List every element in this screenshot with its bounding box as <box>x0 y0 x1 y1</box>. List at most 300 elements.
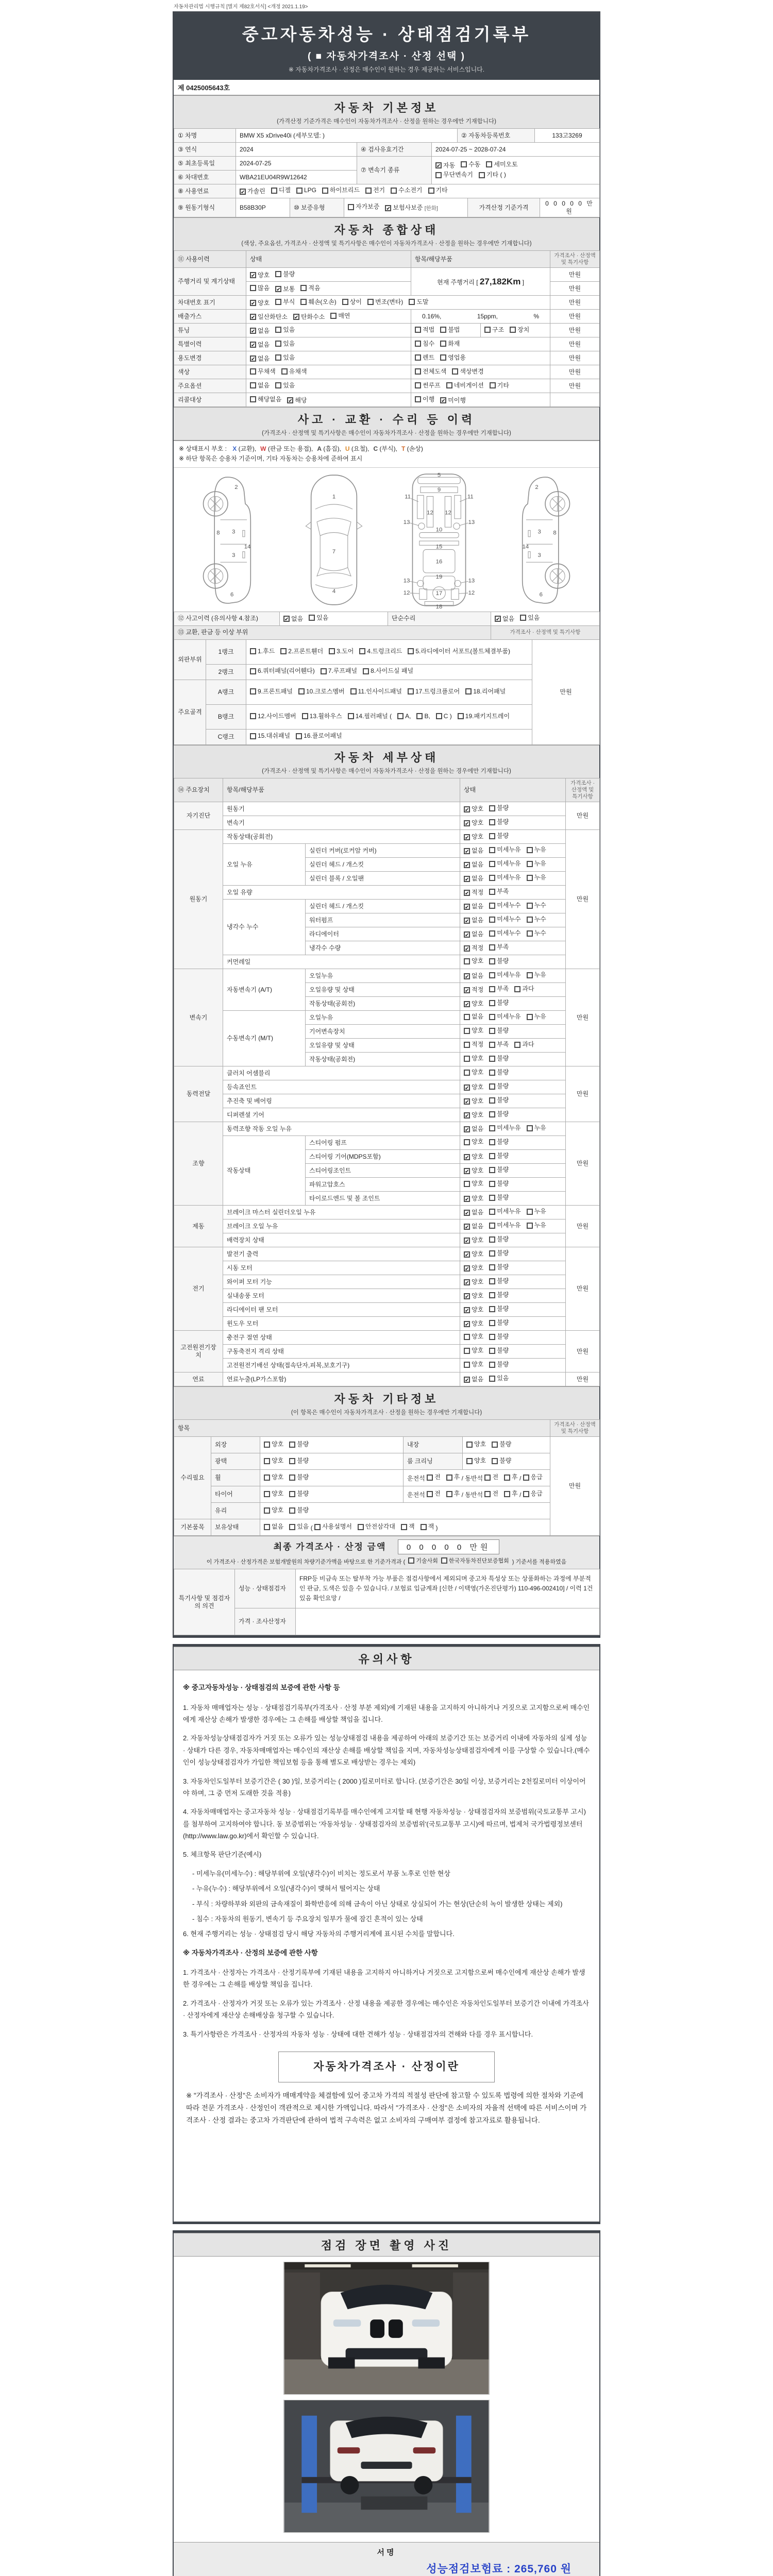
checkbox-있음[interactable]: 있음 <box>309 614 328 622</box>
brake-booster-checks[interactable] <box>460 1233 566 1247</box>
checkbox-13.휠하우스[interactable]: 13.휠하우스 <box>302 710 342 722</box>
checkbox-응급[interactable]: 응급 <box>523 1490 543 1498</box>
checkbox-미세누수[interactable]: 미세누수 <box>489 929 520 937</box>
checkbox-누유[interactable]: 누유 <box>527 860 546 868</box>
checkbox-부족[interactable]: 부족 <box>489 943 509 951</box>
checkbox-누유[interactable]: 누유 <box>527 846 546 854</box>
inspection-insurance-premium: 성능점검보험료 : 265,760 원 <box>426 2563 572 2575</box>
checkbox-기타[interactable]: 기타 <box>428 187 448 194</box>
checkbox-8.사이드실 패널[interactable]: 8.사이드실 패널 <box>363 667 413 675</box>
checkbox-영업용[interactable]: 영업용 <box>440 354 466 362</box>
polish-checks[interactable] <box>260 1453 404 1470</box>
interior-checks[interactable] <box>463 1437 550 1453</box>
checkbox-부족[interactable]: 부족 <box>489 985 509 993</box>
checkbox-매연[interactable]: 매연 <box>330 312 350 320</box>
options-checks[interactable] <box>246 379 411 393</box>
checkbox-불량[interactable]: 불량 <box>489 1361 509 1368</box>
radiator-checks[interactable] <box>460 927 566 941</box>
checkbox-양호[interactable]: ✔ 양호 <box>465 1306 484 1314</box>
checkbox-14.필러패널 ([interactable]: 14.필러패널 ( <box>348 710 392 722</box>
tire-passenger-checks[interactable] <box>484 1492 517 1499</box>
wheel-emergency-checks[interactable] <box>523 1475 543 1482</box>
checkbox-불량[interactable]: 불량 <box>489 832 509 840</box>
checkbox-불량[interactable]: 불량 <box>489 1263 509 1271</box>
fuel-leak-checks[interactable] <box>460 1372 566 1386</box>
checkbox-불량[interactable]: 불량 <box>489 818 509 826</box>
checkbox-전기[interactable]: 전기 <box>365 187 385 194</box>
checkbox-이행[interactable]: 이행 <box>415 396 434 403</box>
checkbox-없음[interactable]: ✔ 없음 <box>465 1209 484 1216</box>
checkbox-없음[interactable]: ✔ 없음 <box>465 1223 484 1230</box>
checkbox-불량[interactable]: 불량 <box>289 1440 309 1448</box>
checkbox-미세누유[interactable]: 미세누유 <box>489 874 520 882</box>
vin-marking-checks[interactable] <box>246 296 550 310</box>
checkbox-전[interactable]: 전 <box>484 1473 498 1481</box>
checkbox-양호[interactable]: 양호 <box>464 1347 483 1354</box>
mileage-state-checks[interactable] <box>246 268 411 282</box>
water-pump-checks[interactable] <box>460 913 566 927</box>
checkbox-미세누수[interactable]: 미세누수 <box>489 916 520 923</box>
mt-gear-checks[interactable] <box>460 1025 566 1039</box>
checkbox-유채색[interactable]: 유채색 <box>281 368 307 376</box>
checkbox-적정[interactable]: 적정 <box>464 1041 483 1048</box>
checkbox-세미오토[interactable]: 세미오토 <box>486 161 517 168</box>
generator-checks[interactable] <box>460 1247 566 1261</box>
checkbox-있음[interactable]: 있음 <box>275 354 295 362</box>
checkbox-양호[interactable]: 양호 <box>464 1361 483 1368</box>
checkbox-없음[interactable]: 없음 <box>264 1523 283 1531</box>
checkbox-누유[interactable]: 누유 <box>527 1013 546 1021</box>
checkbox-양호[interactable]: ✔ 양호 <box>465 805 484 813</box>
checkbox-응급[interactable]: 응급 <box>523 1473 543 1481</box>
starter-checks[interactable] <box>460 1261 566 1275</box>
checkbox-해당[interactable]: ✔ 해당 <box>288 396 307 404</box>
mileage-amount-checks[interactable] <box>246 282 411 296</box>
selfdiag-engine-checks[interactable] <box>460 802 566 816</box>
checkbox-불량[interactable]: 불량 <box>489 957 509 965</box>
checkbox-15.대쉬패널[interactable]: 15.대쉬패널 <box>250 732 290 740</box>
transmission-checks-row2[interactable] <box>435 171 596 180</box>
ps-leak-checks[interactable] <box>460 1122 566 1136</box>
checkbox-없음[interactable]: 없음 <box>250 382 270 389</box>
checkbox-불량[interactable]: 불량 <box>489 1180 509 1188</box>
checkbox-있음[interactable]: 있음 <box>289 1523 309 1531</box>
checkbox-양호[interactable]: 양호 <box>464 1069 483 1076</box>
checkbox-잭[interactable]: 잭 <box>421 1523 434 1531</box>
checkbox-양호[interactable]: ✔ 양호 <box>465 1278 484 1286</box>
power-hose-checks[interactable] <box>460 1178 566 1192</box>
checkbox-자동[interactable]: ✔ 자동 <box>436 161 456 169</box>
checkbox-불량[interactable]: 불량 <box>289 1457 309 1465</box>
window-motor-checks[interactable] <box>460 1317 566 1331</box>
clutch-checks[interactable] <box>460 1066 566 1080</box>
checkbox-없음[interactable]: ✔ 없음 <box>465 875 484 883</box>
checkbox-있음[interactable]: 있음 <box>275 326 295 334</box>
at-idle-checks[interactable] <box>460 997 566 1011</box>
recall-state-checks[interactable] <box>411 393 550 407</box>
wheel-passenger-checks[interactable] <box>484 1475 517 1482</box>
checkbox-후[interactable]: 후 <box>504 1490 518 1498</box>
checkbox-양호[interactable]: ✔ 양호 <box>465 1236 484 1244</box>
checkbox-불량[interactable]: 불량 <box>489 1152 509 1160</box>
checkbox-누유[interactable]: 누유 <box>527 971 546 979</box>
checkbox-3.도어[interactable]: 3.도어 <box>329 646 354 657</box>
blower-motor-checks[interactable] <box>460 1289 566 1303</box>
checkbox-양호[interactable]: ✔ 양호 <box>465 1097 484 1105</box>
checkbox-미세누유[interactable]: 미세누유 <box>489 860 520 868</box>
checkbox-불량[interactable]: 불량 <box>289 1506 309 1514</box>
mt-idle-checks[interactable] <box>460 1053 566 1066</box>
checkbox-불량[interactable]: 불량 <box>489 1235 509 1243</box>
checkbox-불량[interactable]: 불량 <box>489 1347 509 1354</box>
checkbox-18.리어패널[interactable]: 18.리어패널 <box>465 686 506 698</box>
prop-shaft-checks[interactable] <box>460 1094 566 1108</box>
checkbox-양호[interactable]: ✔ 양호 <box>465 1320 484 1328</box>
checkbox-없음[interactable]: ✔ 없음 <box>251 327 270 334</box>
checkbox-장치[interactable]: 장치 <box>510 326 529 334</box>
checkbox-7.루프패널[interactable]: 7.루프패널 <box>321 667 357 675</box>
checkbox-불량[interactable]: 불량 <box>489 1333 509 1341</box>
checkbox-양호[interactable]: 양호 <box>464 1180 483 1188</box>
checkbox-보험사보증[interactable]: ✔ 보험사보증 <box>386 204 423 212</box>
checkbox-불량[interactable]: 불량 <box>489 1082 509 1090</box>
checkbox-후[interactable]: 후 <box>504 1473 518 1481</box>
simple-repair-checks[interactable] <box>491 612 600 625</box>
hv-battery-checks[interactable] <box>460 1345 566 1359</box>
checkbox-불량[interactable]: 불량 <box>489 1110 509 1118</box>
checkbox-양호[interactable]: ✔ 양호 <box>251 271 270 279</box>
checkbox-4.트렁크리드[interactable]: 4.트렁크리드 <box>359 646 402 657</box>
checkbox-불량[interactable]: 불량 <box>289 1473 309 1481</box>
hv-wiring-checks[interactable] <box>460 1359 566 1372</box>
checkbox-가솔린[interactable]: ✔ 가솔린 <box>241 188 265 195</box>
checkbox-양호[interactable]: ✔ 양호 <box>465 819 484 827</box>
checkbox-전[interactable]: 전 <box>427 1490 441 1498</box>
checkbox-양호[interactable]: 양호 <box>466 1440 486 1448</box>
checkbox-한국자동차진단보증협회[interactable]: 한국자동차진단보증협회 <box>441 1556 509 1565</box>
checkbox-양호[interactable]: ✔ 양호 <box>465 1083 484 1091</box>
price-cell: 만원 <box>566 969 600 1066</box>
checkbox-없음[interactable]: ✔ 없음 <box>465 1125 484 1133</box>
checkbox-A,[interactable]: A, <box>397 710 411 722</box>
accident-history-checks[interactable] <box>280 612 388 625</box>
coolant-level-checks[interactable] <box>460 941 566 955</box>
usage-change-checks[interactable] <box>246 351 411 365</box>
checkbox-불량[interactable]: 불량 <box>489 999 509 1007</box>
checkbox-미세누유[interactable]: 미세누유 <box>489 1222 520 1229</box>
checkbox-양호[interactable]: 양호 <box>464 1138 483 1146</box>
rank1-checks[interactable] <box>246 639 532 664</box>
checkbox-있음[interactable]: 있음 <box>275 340 295 348</box>
at-level-checks[interactable] <box>460 983 566 997</box>
price-cell: 만원 <box>566 1206 600 1247</box>
checkbox-탄화수소[interactable]: ✔ 탄화수소 <box>294 313 325 320</box>
rankB-checks[interactable] <box>246 704 532 729</box>
coolant-head-checks[interactable] <box>460 900 566 913</box>
hold-items-checks[interactable] <box>314 1524 434 1532</box>
checkbox-10.크로스멤버[interactable]: 10.크로스멤버 <box>298 686 345 698</box>
checkbox-미세누유[interactable]: 미세누유 <box>489 1013 520 1021</box>
checkbox-불량[interactable]: 불량 <box>489 804 509 812</box>
checkbox-적정[interactable]: ✔ 적정 <box>465 889 484 896</box>
tire-checks[interactable] <box>260 1486 404 1503</box>
checkbox-양호[interactable]: 양호 <box>464 1055 483 1062</box>
checkbox-9.프론트패널[interactable]: 9.프론트패널 <box>250 686 293 698</box>
checkbox-전체도색[interactable]: 전체도색 <box>415 368 446 376</box>
checkbox-수소전기[interactable]: 수소전기 <box>391 187 422 194</box>
checkbox-누유[interactable]: 누유 <box>527 1208 546 1215</box>
row-mt-level: 오일유량 및 상태 <box>306 1039 460 1053</box>
checkbox-19.패키지트레이[interactable]: 19.패키지트레이 <box>458 710 510 722</box>
checkbox-6.쿼터패널(리어휀다)[interactable]: 6.쿼터패널(리어휀다) <box>250 667 315 675</box>
checkbox-불량[interactable]: 불량 <box>489 1305 509 1313</box>
tuning-kind-checks[interactable] <box>481 324 550 337</box>
checkbox-양호[interactable]: ✔ 양호 <box>465 1292 484 1300</box>
checkbox-썬루프[interactable]: 썬루프 <box>415 382 441 389</box>
checkbox-17.트렁크플로어[interactable]: 17.트렁크플로어 <box>408 686 460 698</box>
special-kind-checks[interactable] <box>411 337 550 351</box>
cv-joint-checks[interactable] <box>460 1080 566 1094</box>
wheel-checks[interactable] <box>260 1470 404 1486</box>
checkbox-없음[interactable]: ✔ 없음 <box>465 847 484 855</box>
checkbox-수동[interactable]: 수동 <box>461 161 480 168</box>
checkbox-적음[interactable]: 적음 <box>300 284 320 292</box>
checkbox-불량[interactable]: 불량 <box>489 1096 509 1104</box>
checkbox-불량[interactable]: 불량 <box>489 1194 509 1201</box>
checkbox-불법[interactable]: 불법 <box>440 326 460 334</box>
checkbox-16.플로어패널[interactable]: 16.플로어패널 <box>296 732 342 740</box>
checkbox-기타[interactable]: 기타 <box>490 382 509 389</box>
checkbox-보통[interactable]: ✔ 보통 <box>276 285 295 293</box>
checkbox-전[interactable]: 전 <box>427 1473 441 1481</box>
checkbox-과다[interactable]: 과다 <box>514 985 534 993</box>
checkbox-색상변경[interactable]: 색상변경 <box>452 368 483 376</box>
rankC-checks[interactable] <box>246 729 532 744</box>
warranty-checks[interactable] <box>348 205 423 212</box>
checkbox-양호[interactable]: 양호 <box>464 1333 483 1341</box>
checkbox-12.사이드멤버[interactable]: 12.사이드멤버 <box>250 710 296 722</box>
checkbox-자가보증[interactable]: 자가보증 <box>348 203 379 211</box>
checkbox-안전삼각대[interactable]: 안전삼각대 <box>358 1523 395 1531</box>
checkbox-없음[interactable]: ✔ 없음 <box>284 615 304 623</box>
checkbox-불량[interactable]: 불량 <box>489 1055 509 1062</box>
checkbox-1.후드[interactable]: 1.후드 <box>250 646 275 657</box>
checkbox-잭[interactable]: 잭 <box>401 1523 415 1531</box>
steering-gear-checks[interactable] <box>460 1150 566 1164</box>
checkbox-부족[interactable]: 부족 <box>489 1041 509 1048</box>
checkbox-적정[interactable]: ✔ 적정 <box>465 986 484 994</box>
checkbox-미세누수[interactable]: 미세누수 <box>489 902 520 909</box>
engine-idle-checks[interactable] <box>460 830 566 844</box>
cylinder-cover-checks[interactable] <box>460 844 566 858</box>
options-kind-checks[interactable] <box>411 379 550 393</box>
recall-checks[interactable] <box>246 393 411 407</box>
transmission-checks-row1[interactable] <box>435 161 596 170</box>
checkbox-누수[interactable]: 누수 <box>527 916 546 923</box>
checkbox-후[interactable]: 후 <box>446 1490 460 1498</box>
checkbox-미세누유[interactable]: 미세누유 <box>489 971 520 979</box>
checkbox-하이브리드[interactable]: 하이브리드 <box>322 187 360 194</box>
checkbox-양호[interactable]: 양호 <box>264 1506 283 1514</box>
checkbox-후[interactable]: 후 <box>446 1473 460 1481</box>
checkbox-양호[interactable]: ✔ 양호 <box>465 1264 484 1272</box>
checkbox-누유[interactable]: 누유 <box>527 874 546 882</box>
checkbox-적법[interactable]: 적법 <box>415 326 434 334</box>
checkbox-해당없음[interactable]: 해당없음 <box>250 396 281 403</box>
wiper-motor-checks[interactable] <box>460 1275 566 1289</box>
checkbox-훼손(오손)[interactable]: 훼손(오손) <box>300 298 336 306</box>
checkbox-양호[interactable]: 양호 <box>264 1440 283 1448</box>
checkbox-미이행[interactable]: ✔ 미이행 <box>441 396 466 404</box>
emission-checks[interactable] <box>246 310 411 324</box>
cylinder-head-checks[interactable] <box>460 858 566 872</box>
checkbox-무채색[interactable]: 무채색 <box>250 368 276 376</box>
checkbox-침수[interactable]: 침수 <box>415 340 434 348</box>
hv-port-checks[interactable] <box>460 1331 566 1345</box>
checkbox-기타 ( )[interactable]: 기타 ( ) <box>479 171 506 179</box>
checkbox-없음[interactable]: ✔ 없음 <box>251 341 270 348</box>
checkbox-불량[interactable]: 불량 <box>489 1027 509 1035</box>
at-leak-checks[interactable] <box>460 969 566 983</box>
checkbox-양호[interactable]: 양호 <box>264 1457 283 1465</box>
brake-oil-checks[interactable] <box>460 1219 566 1233</box>
final-price-standard-checks[interactable] <box>407 1559 510 1565</box>
checkbox-없음[interactable]: ✔ 없음 <box>465 917 484 924</box>
checkbox-미세누유[interactable]: 미세누유 <box>489 1124 520 1132</box>
checkbox-C )[interactable]: C ) <box>436 710 452 722</box>
checkbox-많음[interactable]: 많음 <box>250 284 270 292</box>
color-kind-checks[interactable] <box>411 365 550 379</box>
checkbox-누유[interactable]: 누유 <box>527 1222 546 1229</box>
checkbox-구조[interactable]: 구조 <box>484 326 504 334</box>
checkbox-상이[interactable]: 상이 <box>342 298 362 306</box>
checkbox-렌트[interactable]: 렌트 <box>415 354 434 362</box>
checkbox-양호[interactable]: 양호 <box>464 1027 483 1035</box>
glass-checks[interactable] <box>260 1503 550 1519</box>
checkbox-불량[interactable]: 불량 <box>489 1166 509 1174</box>
checkbox-없음[interactable]: ✔ 없음 <box>465 972 484 980</box>
checkbox-양호[interactable]: ✔ 양호 <box>465 1250 484 1258</box>
rankA-checks[interactable] <box>246 680 532 704</box>
checkbox-무단변속기[interactable]: 무단변속기 <box>435 171 473 179</box>
checkbox-없음[interactable]: ✔ 없음 <box>251 354 270 362</box>
checkbox-일산화탄소[interactable]: ✔ 일산화탄소 <box>251 313 288 320</box>
checkbox-불량[interactable]: 불량 <box>489 1277 509 1285</box>
tire-driver-checks[interactable] <box>427 1492 460 1499</box>
checkbox-불량[interactable]: 불량 <box>489 1319 509 1327</box>
checkbox-미세누유[interactable]: 미세누유 <box>489 1208 520 1215</box>
checkbox-전[interactable]: 전 <box>484 1490 498 1498</box>
room-cleaning-checks[interactable] <box>463 1453 550 1470</box>
checkbox-사용설명서[interactable]: 사용설명서 <box>314 1523 352 1531</box>
checkbox-양호[interactable]: 양호 <box>264 1490 283 1498</box>
checkbox-부식[interactable]: 부식 <box>275 298 295 306</box>
hold-checks[interactable] <box>264 1524 309 1532</box>
radiator-fan-checks[interactable] <box>460 1303 566 1317</box>
differential-checks[interactable] <box>460 1108 566 1122</box>
exterior-checks[interactable] <box>260 1437 404 1453</box>
checkbox-없음[interactable]: 없음 <box>464 1013 483 1021</box>
checkbox-양호[interactable]: ✔ 양호 <box>465 833 484 841</box>
checkbox-있음[interactable]: 있음 <box>520 614 540 622</box>
checkbox-불량[interactable]: 불량 <box>289 1490 309 1498</box>
checkbox-네비게이션[interactable]: 네비게이션 <box>446 382 484 389</box>
tire-emergency-checks[interactable] <box>523 1492 543 1499</box>
checkbox-부족[interactable]: 부족 <box>489 888 509 895</box>
checkbox-불량[interactable]: 불량 <box>489 1069 509 1076</box>
wheel-driver-checks[interactable] <box>427 1475 460 1482</box>
selfdiag-trans-checks[interactable] <box>460 816 566 830</box>
checkbox-화재[interactable]: 화재 <box>440 340 460 348</box>
checkbox-과다[interactable]: 과다 <box>514 1041 534 1048</box>
checkbox-불량[interactable]: 불량 <box>489 1138 509 1146</box>
mt-leak-checks[interactable] <box>460 1011 566 1025</box>
mt-level-checks[interactable] <box>460 1039 566 1053</box>
checkbox-양호[interactable]: ✔ 양호 <box>465 1195 484 1202</box>
fuel-type-checks[interactable] <box>236 184 600 198</box>
checkbox-5.라디에이터 서포트(볼트체결부품)[interactable]: 5.라디에이터 서포트(볼트체결부품) <box>408 646 510 657</box>
checkbox-적정[interactable]: ✔ 적정 <box>465 944 484 952</box>
checkbox-불량[interactable]: 불량 <box>492 1457 511 1465</box>
tuning-legal-checks[interactable] <box>411 324 481 337</box>
checkbox-양호[interactable]: 양호 <box>464 957 483 965</box>
color-checks[interactable] <box>246 365 411 379</box>
checkbox-누수[interactable]: 누수 <box>527 929 546 937</box>
checkbox-불량[interactable]: 불량 <box>489 1249 509 1257</box>
steering-pump-checks[interactable] <box>460 1136 566 1150</box>
checkbox-2.프론트휀더[interactable]: 2.프론트휀더 <box>280 646 323 657</box>
checkbox-없음[interactable]: ✔ 없음 <box>496 615 515 623</box>
checkbox-없음[interactable]: ✔ 없음 <box>465 861 484 869</box>
cylinder-block-checks[interactable] <box>460 872 566 886</box>
brake-master-checks[interactable] <box>460 1206 566 1219</box>
checkbox-없음[interactable]: ✔ 없음 <box>465 930 484 938</box>
checkbox-디젤[interactable]: 디젤 <box>271 187 291 194</box>
checkbox-양호[interactable]: ✔ 양호 <box>465 1167 484 1175</box>
checkbox-도말[interactable]: 도말 <box>409 298 428 306</box>
checkbox-있음[interactable]: 있음 <box>275 382 295 389</box>
tuning-checks[interactable] <box>246 324 411 337</box>
checkbox-양호[interactable]: ✔ 양호 <box>465 1111 484 1119</box>
checkbox-양호[interactable]: 양호 <box>264 1473 283 1481</box>
checkbox-B,[interactable]: B, <box>416 710 430 722</box>
special-history-checks[interactable] <box>246 337 411 351</box>
checkbox-없음[interactable]: ✔ 없음 <box>465 903 484 910</box>
commonrail-checks[interactable] <box>460 955 566 969</box>
checkbox-LPG[interactable]: LPG <box>296 187 316 194</box>
checkbox-양호[interactable]: ✔ 양호 <box>251 299 270 307</box>
checkbox-변조(변타)[interactable]: 변조(변타) <box>367 298 403 306</box>
checkbox-누수[interactable]: 누수 <box>527 902 546 909</box>
checkbox-불량[interactable]: 불량 <box>492 1440 511 1448</box>
oil-level-checks[interactable] <box>460 886 566 900</box>
checkbox-누유[interactable]: 누유 <box>527 1124 546 1132</box>
checkbox-있음[interactable]: 있음 <box>489 1375 509 1382</box>
checkbox-없음[interactable]: ✔ 없음 <box>465 1376 484 1383</box>
checkbox-기술사회[interactable]: 기술사회 <box>408 1556 438 1565</box>
checkbox-미세누유[interactable]: 미세누유 <box>489 846 520 854</box>
checkbox-양호[interactable]: 양호 <box>466 1457 486 1465</box>
checkbox-11.인사이드패널[interactable]: 11.인사이드패널 <box>350 686 402 698</box>
checkbox-불량[interactable]: 불량 <box>489 1291 509 1299</box>
steering-joint-checks[interactable] <box>460 1164 566 1178</box>
tierod-checks[interactable] <box>460 1192 566 1206</box>
checkbox-불량[interactable]: 불량 <box>275 270 295 278</box>
checkbox-양호[interactable]: ✔ 양호 <box>465 1000 484 1008</box>
usage-kind-checks[interactable] <box>411 351 550 365</box>
checkbox-양호[interactable]: ✔ 양호 <box>465 1153 484 1161</box>
rank2-checks[interactable] <box>246 664 532 680</box>
